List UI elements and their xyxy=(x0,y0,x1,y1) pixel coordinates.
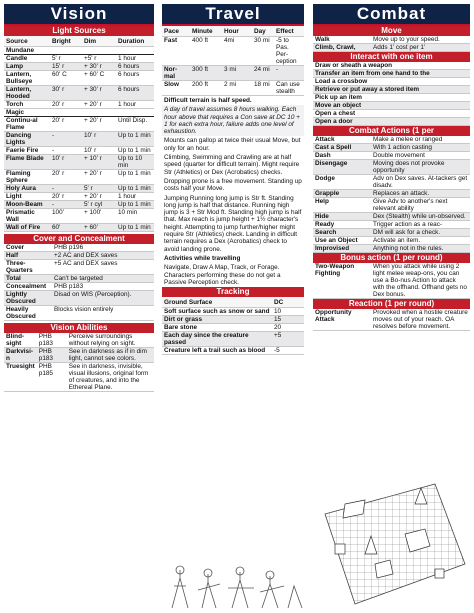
table-cell: + 30' r xyxy=(82,63,116,71)
table-cell: Soft surface such as snow or sand xyxy=(162,308,272,316)
table-cell: Flame Blade xyxy=(4,155,50,170)
table-cell: + 60' xyxy=(82,224,116,232)
table-cell: 20' r xyxy=(50,117,82,132)
table-cell: Climb, Crawl, xyxy=(313,44,371,52)
col-pace: Pace xyxy=(162,26,190,37)
table-cell: Heavily Obscured xyxy=(4,306,52,321)
table-cell: Moving does not provoke opportunity xyxy=(371,160,470,175)
table-row xyxy=(4,170,154,185)
table-row xyxy=(313,198,470,213)
table-cell: Can use stealth xyxy=(274,81,304,96)
table-cell: Until Disp. xyxy=(116,117,154,132)
table-cell: DM will ask for a check. xyxy=(371,229,470,237)
col-ground: Ground Surface xyxy=(162,297,272,308)
table-cell: PHB p185 xyxy=(37,363,67,392)
table-cell: 15' r xyxy=(50,63,82,71)
table-cell: Concealment xyxy=(4,283,52,291)
table-row xyxy=(4,275,154,283)
cover-table xyxy=(4,244,154,321)
table-row xyxy=(4,348,154,363)
table-cell: +5 xyxy=(272,332,304,347)
table-row xyxy=(4,117,154,132)
table-row xyxy=(4,185,154,193)
table-row xyxy=(313,190,470,198)
table-row xyxy=(162,66,304,81)
difficult-terrain: Difficult terrain is half speed. xyxy=(164,97,252,104)
table-cell: Retrieve or put away a stored item xyxy=(313,86,470,94)
interact-table xyxy=(313,62,470,126)
table-cell: Improvised xyxy=(313,245,371,253)
table-cell: 20' r xyxy=(50,193,82,201)
table-cell: Grapple xyxy=(313,190,371,198)
table-cell: Truesight xyxy=(4,363,37,392)
table-cell: Walk xyxy=(313,36,371,44)
table-row xyxy=(313,118,470,126)
table-row xyxy=(313,144,470,152)
table-cell: Help xyxy=(313,198,371,213)
table-cell: Load a crossbow xyxy=(313,78,470,86)
table-cell: 5' r cyl xyxy=(82,201,116,209)
table-cell: 30 mi xyxy=(252,37,274,66)
table-cell: Dancing Lights xyxy=(4,132,50,147)
table-cell: Make a melee or ranged xyxy=(371,136,470,144)
table-row xyxy=(162,347,304,355)
table-row xyxy=(313,237,470,245)
table-cell: - xyxy=(274,66,304,81)
travel-column xyxy=(162,4,304,355)
magic-rows xyxy=(4,117,154,232)
table-cell: Search xyxy=(313,229,371,237)
heroes-sketch xyxy=(162,564,304,610)
table-row xyxy=(313,175,470,190)
table-cell: Up to 1 min xyxy=(116,224,154,232)
table-cell: Blocks vision entirely xyxy=(52,306,154,321)
table-cell: Continu-al Flame xyxy=(4,117,50,132)
table-cell: Ready xyxy=(313,221,371,229)
table-cell: Double movement xyxy=(371,152,470,160)
table-cell: Disad on WIS (Perception). xyxy=(52,291,154,306)
table-cell: Opportunity Attack xyxy=(313,309,371,331)
table-row xyxy=(4,71,154,86)
activities-title: Activities while travelling xyxy=(164,254,241,262)
table-cell: Torch xyxy=(4,101,50,109)
table-cell: Open a door xyxy=(313,118,470,126)
col-source: Source xyxy=(4,36,50,47)
table-row xyxy=(4,193,154,201)
table-cell: 60' C xyxy=(50,71,82,86)
table-cell: 1 hour xyxy=(116,101,154,109)
table-cell: Total xyxy=(4,275,52,283)
activities-text: Navigate, Draw A Map, Track, or Forage. Characters performing these do not get a Passive Perception check. xyxy=(164,264,281,286)
table-cell: 2 mi xyxy=(222,81,252,96)
table-cell: Dex (Stealth) while un-observed. xyxy=(371,213,470,221)
col-minute: Minute xyxy=(190,26,222,37)
table-cell: Nor-mal xyxy=(162,66,190,81)
table-cell: Three-Quarters xyxy=(4,260,52,275)
dropping-text: Dropping prone is a free movement. Standing up costs half your Move. xyxy=(164,177,302,193)
table-cell: Lamp xyxy=(4,63,50,71)
table-cell: Up to 1 min xyxy=(116,147,154,155)
table-cell: Perceive surroundings without relying on sight. xyxy=(67,333,154,348)
table-row xyxy=(313,152,470,160)
table-cell: Fast xyxy=(162,37,190,66)
table-cell: 4mi xyxy=(222,37,252,66)
table-cell: Draw or sheath a weapon xyxy=(313,62,470,70)
table-cell: 10 min xyxy=(116,209,154,224)
abilities-table xyxy=(4,333,154,392)
table-cell: Blind-sight xyxy=(4,333,37,348)
mundane-group: Mundane xyxy=(4,47,154,55)
table-cell: Up to 10 min xyxy=(116,155,154,170)
table-row xyxy=(4,147,154,155)
table-cell: 20' r xyxy=(50,170,82,185)
table-row xyxy=(313,160,470,175)
table-cell: Candle xyxy=(4,55,50,63)
table-cell: Prismatic Wall xyxy=(4,209,50,224)
table-cell: + 30' r xyxy=(82,86,116,101)
col-effect: Effect xyxy=(274,26,304,37)
interact-header: Interact with one item xyxy=(313,52,470,62)
table-cell: Cast a Spell xyxy=(313,144,371,152)
table-cell: 6 hours xyxy=(116,63,154,71)
table-row xyxy=(313,263,470,299)
table-row xyxy=(162,332,304,347)
table-row xyxy=(4,260,154,275)
table-cell: Use an Object xyxy=(313,237,371,245)
tracking-header: Tracking xyxy=(162,287,304,297)
table-cell: 1 hour xyxy=(116,55,154,63)
table-cell: 60' xyxy=(50,224,82,232)
table-cell: 1 hour xyxy=(116,193,154,201)
combat-title: Combat xyxy=(313,4,470,26)
table-cell: Disengage xyxy=(313,160,371,175)
table-row xyxy=(4,283,154,291)
table-row xyxy=(313,94,470,102)
table-row xyxy=(313,36,470,44)
col-bright: Bright xyxy=(50,36,82,47)
table-cell: Up to 1 min xyxy=(116,185,154,193)
table-cell: Replaces an attack. xyxy=(371,190,470,198)
table-cell: Can't be targeted xyxy=(52,275,154,283)
actions-header: Combat Actions (1 per xyxy=(313,126,470,136)
table-cell: 10 xyxy=(272,308,304,316)
table-row xyxy=(313,221,470,229)
tracking-table xyxy=(162,297,304,355)
table-row xyxy=(313,70,470,78)
abilities-header: Vision Abilities xyxy=(4,323,154,333)
table-cell: Light xyxy=(4,193,50,201)
table-cell: - xyxy=(50,132,82,147)
table-cell: Two-Weapon Fighting xyxy=(313,263,371,299)
table-cell: +5 AC and DEX saves xyxy=(52,260,154,275)
table-cell: - xyxy=(50,185,82,193)
table-cell: Half xyxy=(4,252,52,260)
table-row xyxy=(162,81,304,96)
table-row xyxy=(4,306,154,321)
table-cell: Trigger action as a reac- xyxy=(371,221,470,229)
table-cell: Open a chest xyxy=(313,110,470,118)
table-cell: Flaming Sphere xyxy=(4,170,50,185)
table-cell: +5' r xyxy=(82,55,116,63)
table-cell: 6 hours xyxy=(116,86,154,101)
table-row xyxy=(4,55,154,63)
magic-group: Magic xyxy=(4,109,154,117)
table-cell: Activate an item. xyxy=(371,237,470,245)
table-row xyxy=(4,155,154,170)
table-row xyxy=(313,78,470,86)
reaction-table xyxy=(313,309,470,331)
table-cell: 10' r xyxy=(50,155,82,170)
table-cell: Move an object xyxy=(313,102,470,110)
table-cell: 400 ft xyxy=(190,37,222,66)
mundane-rows xyxy=(4,55,154,109)
table-row xyxy=(313,213,470,221)
bonus-table xyxy=(313,263,470,299)
table-cell: 10' r xyxy=(82,132,116,147)
table-row xyxy=(313,102,470,110)
table-row xyxy=(4,333,154,348)
table-cell: 3 mi xyxy=(222,66,252,81)
table-cell: Dirt or grass xyxy=(162,316,272,324)
table-cell: PHB p183 xyxy=(37,348,67,363)
table-row xyxy=(313,86,470,94)
table-row xyxy=(4,132,154,147)
vision-column xyxy=(4,4,154,392)
table-cell: Up to 1 min xyxy=(116,132,154,147)
table-cell: 20' r xyxy=(50,101,82,109)
jumping-text: Jumping Running long jump is Str ft. Standing long jump is half that distance. Running high jump is 3 + Str Mod ft. Standing high jump is half that. Max reach is jump height + 1½ character's height. Attempting to jump further/higher might require Str (Athletics) check. Landing in difficult terrain requires a Dex (Acrobatics) check to avoid landing prone. xyxy=(164,194,302,253)
table-cell: Pick up an item xyxy=(313,94,470,102)
move-table xyxy=(313,36,470,52)
table-cell: + 20' r xyxy=(82,193,116,201)
table-row xyxy=(313,229,470,237)
table-cell: 100' xyxy=(50,209,82,224)
reaction-header: Reaction (1 per round) xyxy=(313,299,470,309)
table-cell: Provoked when a hostile creature moves out of your reach. OA resolves before movement. xyxy=(371,309,470,331)
table-cell: +2 AC and DEX saves xyxy=(52,252,154,260)
battle-map-sketch xyxy=(315,474,468,610)
table-cell: Lantern, Hooded xyxy=(4,86,50,101)
actions-table xyxy=(313,136,470,253)
table-cell: Lightly Obscured xyxy=(4,291,52,306)
table-cell: Lantern, Bullseye xyxy=(4,71,50,86)
table-cell: - xyxy=(50,201,82,209)
table-cell: Up to 1 min xyxy=(116,201,154,209)
table-cell: PHB p196 xyxy=(52,244,154,252)
combat-column xyxy=(313,4,470,331)
table-cell: Moon-Beam xyxy=(4,201,50,209)
vision-title: Vision xyxy=(4,4,154,26)
table-cell: When you attack while using 2 light melee weap-ons, you can use a Bo-nus Action to attack with the offhand. Offhand gets no Dex bonus. xyxy=(371,263,470,299)
table-cell: Dash xyxy=(313,152,371,160)
table-cell: See in darkness, invisible, visual illusions, original form of creatures, and into the Ethereal Plane. xyxy=(67,363,154,392)
table-row xyxy=(4,63,154,71)
table-cell: Attack xyxy=(313,136,371,144)
table-cell: Cover xyxy=(4,244,52,252)
table-row xyxy=(313,309,470,331)
table-cell: 5' r xyxy=(82,185,116,193)
table-row xyxy=(4,86,154,101)
table-cell: 10' r xyxy=(82,147,116,155)
table-cell: Bare stone xyxy=(162,324,272,332)
table-cell: 300 ft xyxy=(190,66,222,81)
table-cell: 18 mi xyxy=(252,81,274,96)
table-cell: + 100' xyxy=(82,209,116,224)
table-cell: - xyxy=(50,147,82,155)
move-header: Move xyxy=(313,26,470,36)
table-cell: Darkvisi-n xyxy=(4,348,37,363)
table-cell: Creature left a trail such as blood xyxy=(162,347,272,355)
table-row xyxy=(4,244,154,252)
travel-title: Travel xyxy=(162,4,304,26)
table-cell: Slow xyxy=(162,81,190,96)
table-cell: With 1 action casting xyxy=(371,144,470,152)
mounts-text: Mounts can gallop at twice their usual Move, but only for an hour. xyxy=(164,137,301,152)
table-cell: See in darkness as if in dim light, cannot see colors. xyxy=(67,348,154,363)
table-cell: + 20' r xyxy=(82,117,116,132)
table-row xyxy=(313,62,470,70)
table-cell: Anything not in the rules. xyxy=(371,245,470,253)
table-row xyxy=(313,110,470,118)
table-row xyxy=(162,37,304,66)
table-cell: + 10' r xyxy=(82,155,116,170)
col-dc: DC xyxy=(272,297,304,308)
table-row xyxy=(313,245,470,253)
table-cell: 6 hours xyxy=(116,71,154,86)
table-cell: + 20' r xyxy=(82,101,116,109)
table-cell: + 60' C xyxy=(82,71,116,86)
table-cell: Transfer an item from one hand to the xyxy=(313,70,470,78)
table-cell: 15 xyxy=(272,316,304,324)
table-row xyxy=(4,252,154,260)
table-cell: Hide xyxy=(313,213,371,221)
col-day: Day xyxy=(252,26,274,37)
table-cell: Faerie Fire xyxy=(4,147,50,155)
table-cell: -5 to Pas. Per-ception xyxy=(274,37,304,66)
table-row xyxy=(162,324,304,332)
table-cell: Move up to your speed. xyxy=(371,36,470,44)
table-cell: 200 ft xyxy=(190,81,222,96)
table-cell: Dodge xyxy=(313,175,371,190)
table-row xyxy=(313,136,470,144)
table-cell: Adds 1' cost per 1' xyxy=(371,44,470,52)
table-cell: -5 xyxy=(272,347,304,355)
table-row xyxy=(4,224,154,232)
table-cell: PHB p183 xyxy=(37,333,67,348)
table-row xyxy=(162,308,304,316)
table-row xyxy=(313,44,470,52)
table-cell: Adv on Dex saves. At-tackers get disadv. xyxy=(371,175,470,190)
table-cell: Up to 1 min xyxy=(116,170,154,185)
table-row xyxy=(4,101,154,109)
table-row xyxy=(4,209,154,224)
light-sources-table xyxy=(4,36,154,232)
table-row xyxy=(4,201,154,209)
col-duration: Duration xyxy=(116,36,154,47)
travel-day-note: A day of travel assumes 8 hours walking. Each hour above that requires a Con save at DC 10 + 1 for each extra hour, failure adds one level of exhaustion. xyxy=(162,105,304,136)
table-row xyxy=(4,291,154,306)
pace-table xyxy=(162,26,304,96)
climbing-text: Climbing, Swimming and Crawling are at half speed (quarter for difficult terrain). Might require Str (Athletics) or Dex (Acrobatics) checks. xyxy=(164,154,300,176)
cover-header: Cover and Concealment xyxy=(4,234,154,244)
col-hour: Hour xyxy=(222,26,252,37)
bonus-header: Bonus action (1 per round) xyxy=(313,253,470,263)
light-sources-header: Light Sources xyxy=(4,26,154,36)
table-cell: 5' r xyxy=(50,55,82,63)
table-row xyxy=(162,316,304,324)
table-cell: 30' r xyxy=(50,86,82,101)
table-cell: 20 xyxy=(272,324,304,332)
table-cell: Holy Aura xyxy=(4,185,50,193)
table-cell: + 20' r xyxy=(82,170,116,185)
table-cell: Give Adv to another's next relevant ability xyxy=(371,198,470,213)
col-dim: Dim xyxy=(82,36,116,47)
table-cell: 24 mi xyxy=(252,66,274,81)
table-cell: Each day since the creature passed xyxy=(162,332,272,347)
table-cell: Wall of Fire xyxy=(4,224,50,232)
table-row xyxy=(4,363,154,392)
table-cell: PHB p183 xyxy=(52,283,154,291)
